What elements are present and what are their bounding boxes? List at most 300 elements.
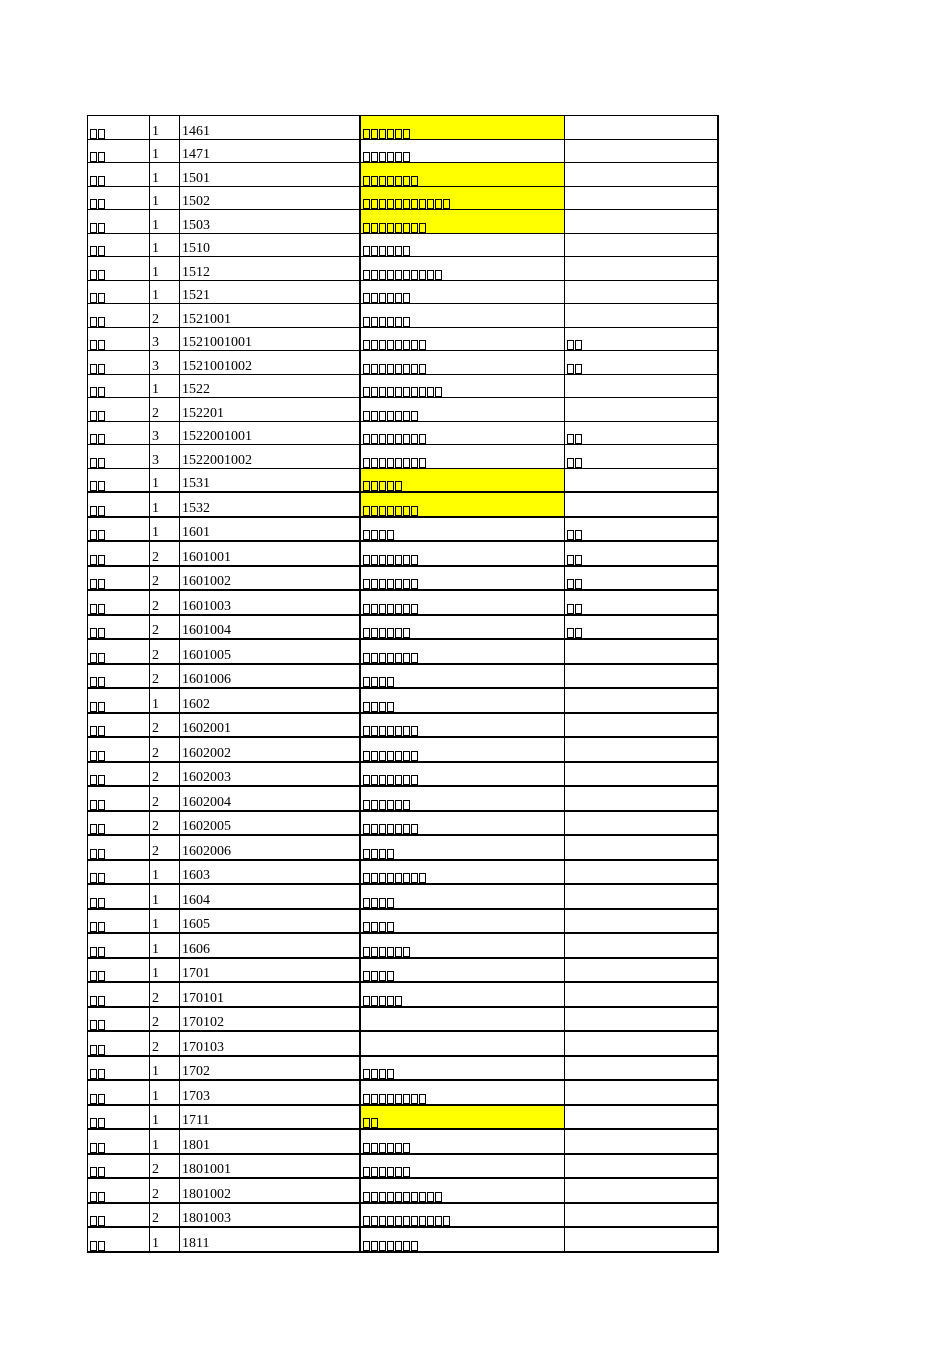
table-row [88,139,718,163]
table-row [88,835,718,860]
account-name-cell [360,1203,565,1228]
unit-cell [565,590,718,615]
unit-cell [565,639,718,664]
table-row [88,1178,718,1203]
table-row [88,786,718,811]
unit-cell [565,713,718,738]
unreadable-glyphs [363,1241,418,1251]
unreadable-glyphs [90,411,105,421]
unit-cell [565,1080,718,1105]
unit-cell [565,210,718,234]
unit-cell [565,566,718,591]
unit-cell [565,116,718,140]
unreadable-glyphs [363,434,426,444]
account-name-cell [360,615,565,640]
unreadable-glyphs [363,922,394,932]
type-cell [88,590,150,615]
unit-cell [565,186,718,210]
table-row [88,688,718,713]
table-row [88,1080,718,1105]
code-cell: 1602005 [180,811,360,836]
table-row [88,713,718,738]
type-cell [88,163,150,187]
table-row [88,1203,718,1228]
table-row [88,421,718,445]
unreadable-glyphs [90,1045,105,1055]
unit-cell [565,492,718,517]
table-row [88,1031,718,1056]
unit-cell [565,1178,718,1203]
unreadable-glyphs [90,152,105,162]
unit-cell [565,468,718,492]
level-cell: 1 [150,492,180,517]
type-cell [88,737,150,762]
unit-cell [565,958,718,983]
level-cell: 1 [150,933,180,958]
unit-cell [565,860,718,885]
table-row [88,541,718,566]
unit-cell [565,909,718,934]
unreadable-glyphs [363,898,394,908]
unreadable-glyphs [90,506,105,516]
unreadable-glyphs [90,1143,105,1153]
account-name-cell [360,1056,565,1081]
code-cell: 1601003 [180,590,360,615]
unreadable-glyphs [363,199,450,209]
code-cell: 1601005 [180,639,360,664]
unreadable-glyphs [363,340,426,350]
level-cell: 1 [150,116,180,140]
code-cell: 1471 [180,139,360,163]
unreadable-glyphs [90,824,105,834]
account-name-cell [360,982,565,1007]
code-cell: 1512 [180,257,360,281]
unreadable-glyphs [363,270,442,280]
code-cell: 1503 [180,210,360,234]
account-name-cell [360,1007,565,1032]
code-cell: 1602002 [180,737,360,762]
unreadable-glyphs [363,317,410,327]
level-cell: 2 [150,835,180,860]
level-cell: 1 [150,1056,180,1081]
level-cell: 2 [150,713,180,738]
type-cell [88,492,150,517]
table-row [88,615,718,640]
type-cell [88,860,150,885]
level-cell: 3 [150,327,180,351]
unreadable-glyphs [363,387,442,397]
type-cell [88,421,150,445]
account-name-cell [360,811,565,836]
unreadable-glyphs [90,458,105,468]
account-name-cell [360,737,565,762]
type-cell [88,1178,150,1203]
unit-cell [565,1031,718,1056]
unreadable-glyphs [90,922,105,932]
account-name-cell [360,1080,565,1105]
table-row [88,517,718,542]
type-cell [88,1227,150,1252]
code-cell: 1602 [180,688,360,713]
unreadable-glyphs [567,340,582,350]
type-cell [88,1154,150,1179]
unreadable-glyphs [90,387,105,397]
unreadable-glyphs [90,653,105,663]
unreadable-glyphs [90,971,105,981]
unreadable-glyphs [90,270,105,280]
code-cell: 1531 [180,468,360,492]
table-row [88,304,718,328]
account-name-cell [360,280,565,304]
table-row [88,1129,718,1154]
level-cell: 2 [150,762,180,787]
code-cell: 1605 [180,909,360,934]
unit-cell [565,982,718,1007]
table-row [88,1154,718,1179]
account-name-cell [360,421,565,445]
code-cell: 170102 [180,1007,360,1032]
table-row [88,737,718,762]
code-cell: 1521001001 [180,327,360,351]
type-cell [88,615,150,640]
unreadable-glyphs [90,530,105,540]
type-cell [88,304,150,328]
level-cell: 3 [150,351,180,375]
code-cell: 1603 [180,860,360,885]
code-cell: 1602004 [180,786,360,811]
unreadable-glyphs [363,129,410,139]
type-cell [88,566,150,591]
unreadable-glyphs [363,223,426,233]
table-row [88,163,718,187]
unit-cell [565,933,718,958]
unreadable-glyphs [90,996,105,1006]
unreadable-glyphs [363,364,426,374]
type-cell [88,884,150,909]
code-cell: 1522 [180,374,360,398]
unreadable-glyphs [567,628,582,638]
table-row [88,982,718,1007]
unreadable-glyphs [363,604,418,614]
unit-cell [565,421,718,445]
unreadable-glyphs [363,800,410,810]
unreadable-glyphs [90,751,105,761]
unit-cell [565,1154,718,1179]
unit-cell [565,351,718,375]
table-row [88,1227,718,1252]
type-cell [88,541,150,566]
account-table [87,115,719,1253]
account-name-cell [360,304,565,328]
level-cell: 2 [150,1007,180,1032]
unit-cell [565,811,718,836]
code-cell: 1602006 [180,835,360,860]
unreadable-glyphs [363,411,418,421]
unreadable-glyphs [363,176,418,186]
unit-cell [565,139,718,163]
level-cell: 2 [150,982,180,1007]
level-cell: 1 [150,909,180,934]
level-cell: 1 [150,139,180,163]
code-cell: 1602001 [180,713,360,738]
unit-cell [565,1056,718,1081]
account-name-cell [360,762,565,787]
type-cell [88,517,150,542]
table-row [88,566,718,591]
account-name-cell [360,374,565,398]
table-row [88,811,718,836]
unreadable-glyphs [567,434,582,444]
unreadable-glyphs [90,176,105,186]
unreadable-glyphs [90,364,105,374]
level-cell: 1 [150,884,180,909]
level-cell: 1 [150,517,180,542]
account-name-cell [360,1154,565,1179]
table-row [88,590,718,615]
table-row [88,860,718,885]
unit-cell [565,1007,718,1032]
level-cell: 1 [150,1080,180,1105]
unreadable-glyphs [90,628,105,638]
unreadable-glyphs [363,1167,410,1177]
code-cell: 1521001 [180,304,360,328]
unreadable-glyphs [90,947,105,957]
unit-cell [565,445,718,469]
unreadable-glyphs [567,555,582,565]
type-cell [88,445,150,469]
level-cell: 1 [150,468,180,492]
unreadable-glyphs [363,1192,442,1202]
table-row [88,116,718,140]
table-row [88,398,718,422]
unreadable-glyphs [363,293,410,303]
account-name-cell [360,1031,565,1056]
level-cell: 2 [150,1031,180,1056]
unreadable-glyphs [363,1216,450,1226]
unit-cell [565,1129,718,1154]
type-cell [88,1105,150,1130]
table-row [88,280,718,304]
unit-cell [565,1203,718,1228]
code-cell: 1801003 [180,1203,360,1228]
level-cell: 3 [150,421,180,445]
table-row [88,1007,718,1032]
unreadable-glyphs [363,702,394,712]
level-cell: 2 [150,786,180,811]
code-cell: 1801 [180,1129,360,1154]
unreadable-glyphs [363,1118,378,1128]
level-cell: 2 [150,590,180,615]
account-name-cell [360,186,565,210]
level-cell: 2 [150,541,180,566]
level-cell: 1 [150,958,180,983]
unreadable-glyphs [90,293,105,303]
unreadable-glyphs [363,579,418,589]
code-cell: 1532 [180,492,360,517]
code-cell: 170101 [180,982,360,1007]
code-cell: 1502 [180,186,360,210]
account-name-cell [360,257,565,281]
unreadable-glyphs [363,849,394,859]
type-cell [88,351,150,375]
type-cell [88,1203,150,1228]
type-cell [88,186,150,210]
account-name-cell [360,958,565,983]
type-cell [88,835,150,860]
unreadable-glyphs [363,873,426,883]
type-cell [88,639,150,664]
unreadable-glyphs [90,1118,105,1128]
account-name-cell [360,1178,565,1203]
type-cell [88,933,150,958]
account-name-cell [360,398,565,422]
account-name-cell [360,517,565,542]
type-cell [88,762,150,787]
unreadable-glyphs [363,458,426,468]
account-name-cell [360,713,565,738]
table-row [88,374,718,398]
type-cell [88,398,150,422]
unreadable-glyphs [363,1143,410,1153]
level-cell: 1 [150,280,180,304]
account-name-cell [360,116,565,140]
table-row [88,933,718,958]
unreadable-glyphs [90,223,105,233]
code-cell: 1521001002 [180,351,360,375]
unreadable-glyphs [567,364,582,374]
unreadable-glyphs [90,1094,105,1104]
code-cell: 1602003 [180,762,360,787]
unit-cell [565,688,718,713]
type-cell [88,713,150,738]
code-cell: 1601006 [180,664,360,689]
unreadable-glyphs [363,481,402,491]
code-cell: 1711 [180,1105,360,1130]
level-cell: 2 [150,1154,180,1179]
unreadable-glyphs [363,751,418,761]
level-cell: 1 [150,210,180,234]
level-cell: 1 [150,233,180,257]
unreadable-glyphs [567,604,582,614]
unreadable-glyphs [363,726,418,736]
code-cell: 1601001 [180,541,360,566]
unreadable-glyphs [90,873,105,883]
unreadable-glyphs [363,506,418,516]
unreadable-glyphs [363,246,410,256]
unit-cell [565,163,718,187]
unreadable-glyphs [90,129,105,139]
unreadable-glyphs [90,481,105,491]
account-name-cell [360,327,565,351]
unit-cell [565,541,718,566]
type-cell [88,1129,150,1154]
unit-cell [565,257,718,281]
unreadable-glyphs [90,677,105,687]
type-cell [88,1080,150,1105]
level-cell: 1 [150,374,180,398]
account-name-cell [360,786,565,811]
code-cell: 1510 [180,233,360,257]
account-name-cell [360,445,565,469]
unit-cell [565,786,718,811]
unreadable-glyphs [363,152,410,162]
unit-cell [565,327,718,351]
unreadable-glyphs [363,530,394,540]
table-row [88,257,718,281]
type-cell [88,233,150,257]
unreadable-glyphs [363,996,402,1006]
type-cell [88,1007,150,1032]
type-cell [88,139,150,163]
code-cell: 152201 [180,398,360,422]
code-cell: 1811 [180,1227,360,1252]
account-name-cell [360,566,565,591]
unit-cell [565,280,718,304]
account-name-cell [360,664,565,689]
level-cell: 2 [150,1178,180,1203]
table-row [88,492,718,517]
code-cell: 170103 [180,1031,360,1056]
code-cell: 1522001001 [180,421,360,445]
unreadable-glyphs [90,849,105,859]
level-cell: 1 [150,1129,180,1154]
level-cell: 1 [150,860,180,885]
code-cell: 1801001 [180,1154,360,1179]
unreadable-glyphs [90,604,105,614]
unit-cell [565,398,718,422]
type-cell [88,327,150,351]
account-table-body [88,116,718,1252]
code-cell: 1521 [180,280,360,304]
code-cell: 1601 [180,517,360,542]
account-name-cell [360,639,565,664]
account-name-cell [360,590,565,615]
table-row [88,468,718,492]
type-cell [88,210,150,234]
type-cell [88,280,150,304]
unit-cell [565,762,718,787]
unreadable-glyphs [363,1069,394,1079]
unit-cell [565,517,718,542]
unreadable-glyphs [90,726,105,736]
account-name-cell [360,233,565,257]
unreadable-glyphs [90,317,105,327]
code-cell: 1701 [180,958,360,983]
level-cell: 2 [150,737,180,762]
level-cell: 2 [150,615,180,640]
table-row [88,210,718,234]
unreadable-glyphs [90,1241,105,1251]
unit-cell [565,664,718,689]
unit-cell [565,1227,718,1252]
level-cell: 2 [150,664,180,689]
table-row [88,664,718,689]
code-cell: 1801002 [180,1178,360,1203]
code-cell: 1606 [180,933,360,958]
type-cell [88,257,150,281]
type-cell [88,1056,150,1081]
level-cell: 1 [150,163,180,187]
unreadable-glyphs [90,1069,105,1079]
unreadable-glyphs [363,824,418,834]
code-cell: 1604 [180,884,360,909]
level-cell: 1 [150,257,180,281]
unreadable-glyphs [90,775,105,785]
unit-cell [565,304,718,328]
unreadable-glyphs [363,555,418,565]
account-name-cell [360,210,565,234]
type-cell [88,811,150,836]
